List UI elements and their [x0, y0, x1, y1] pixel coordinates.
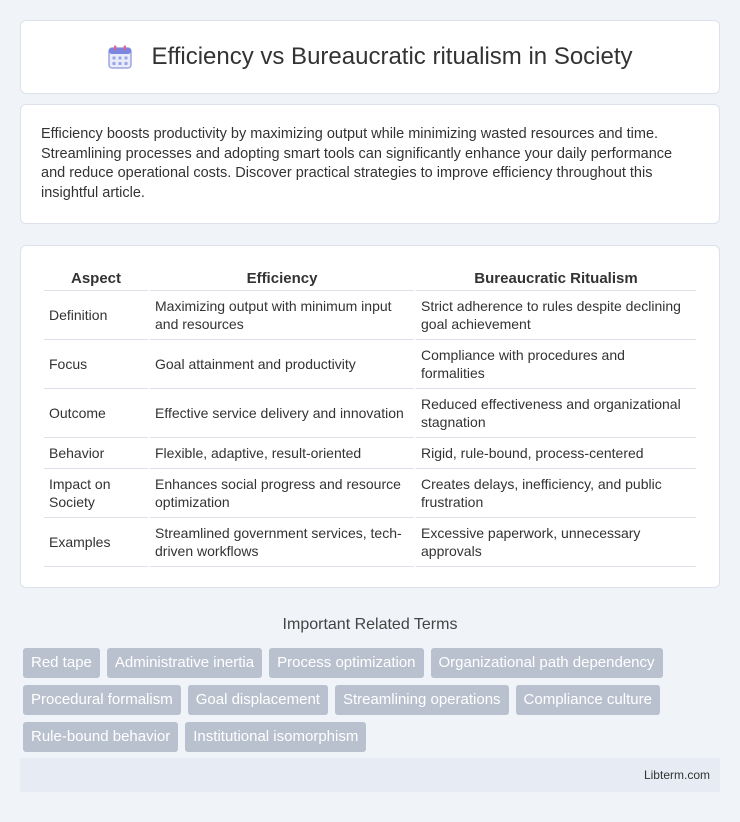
table-row	[44, 438, 696, 469]
related-terms-title: Important Related Terms	[282, 616, 458, 633]
tag-organizational-path-dependency[interactable]: Organizational path dependency	[431, 648, 663, 678]
page-title: Efficiency vs Bureaucratic ritualism in Society	[151, 43, 633, 70]
tag-procedural-formalism[interactable]: Procedural formalism	[23, 685, 181, 715]
tag-red-tape[interactable]: Red tape	[23, 648, 100, 678]
table-row	[44, 291, 696, 340]
row-efficiency: Enhances social progress and resource optimization	[150, 469, 414, 518]
comparison-table	[42, 266, 698, 567]
row-aspect: Behavior	[44, 438, 148, 469]
header-efficiency: Efficiency	[150, 266, 414, 291]
row-ritualism: Compliance with procedures and formalities	[416, 340, 696, 389]
row-ritualism: Strict adherence to rules despite declining goal achievement	[416, 291, 696, 340]
row-ritualism: Rigid, rule-bound, process-centered	[416, 438, 696, 469]
header-card	[20, 20, 720, 94]
comparison-table-card	[20, 245, 720, 588]
tag-compliance-culture[interactable]: Compliance culture	[516, 685, 660, 715]
footer	[20, 758, 720, 792]
row-ritualism: Reduced effectiveness and organizational stagnation	[416, 389, 696, 438]
table-row	[44, 340, 696, 389]
row-ritualism: Creates delays, inefficiency, and public frustration	[416, 469, 696, 518]
row-aspect: Examples	[44, 518, 148, 567]
related-terms-list	[20, 648, 720, 752]
row-efficiency: Goal attainment and productivity	[150, 340, 414, 389]
tag-process-optimization[interactable]: Process optimization	[269, 648, 423, 678]
table-row	[44, 469, 696, 518]
row-aspect: Outcome	[44, 389, 148, 438]
footer-brand-link[interactable]: Libterm.com	[643, 768, 710, 782]
intro-text: Efficiency boosts productivity by maximizing output while minimizing wasted resources and time. Streamlining processes and adopting smart tools can significantly enhance your daily performance and reduce operational costs. Discover practical strategies to improve efficiency throughout this insightful article.	[41, 126, 673, 201]
intro-card	[20, 104, 720, 224]
tag-rule-bound-behavior[interactable]: Rule-bound behavior	[23, 722, 178, 752]
row-aspect: Definition	[44, 291, 148, 340]
header-aspect: Aspect	[44, 266, 148, 291]
row-efficiency: Maximizing output with minimum input and resources	[150, 291, 414, 340]
row-ritualism: Excessive paperwork, unnecessary approvals	[416, 518, 696, 567]
row-efficiency: Effective service delivery and innovation	[150, 389, 414, 438]
calendar-icon	[107, 44, 133, 70]
tag-streamlining-operations[interactable]: Streamlining operations	[335, 685, 509, 715]
table-row	[44, 389, 696, 438]
table-header-row	[44, 266, 696, 291]
header-bureaucratic-ritualism: Bureaucratic Ritualism	[416, 266, 696, 291]
row-efficiency: Flexible, adaptive, result-oriented	[150, 438, 414, 469]
tag-institutional-isomorphism[interactable]: Institutional isomorphism	[185, 722, 366, 752]
tag-administrative-inertia[interactable]: Administrative inertia	[107, 648, 262, 678]
row-aspect: Impact on Society	[44, 469, 148, 518]
row-aspect: Focus	[44, 340, 148, 389]
row-efficiency: Streamlined government services, tech-driven workflows	[150, 518, 414, 567]
tag-goal-displacement[interactable]: Goal displacement	[188, 685, 328, 715]
table-row	[44, 518, 696, 567]
